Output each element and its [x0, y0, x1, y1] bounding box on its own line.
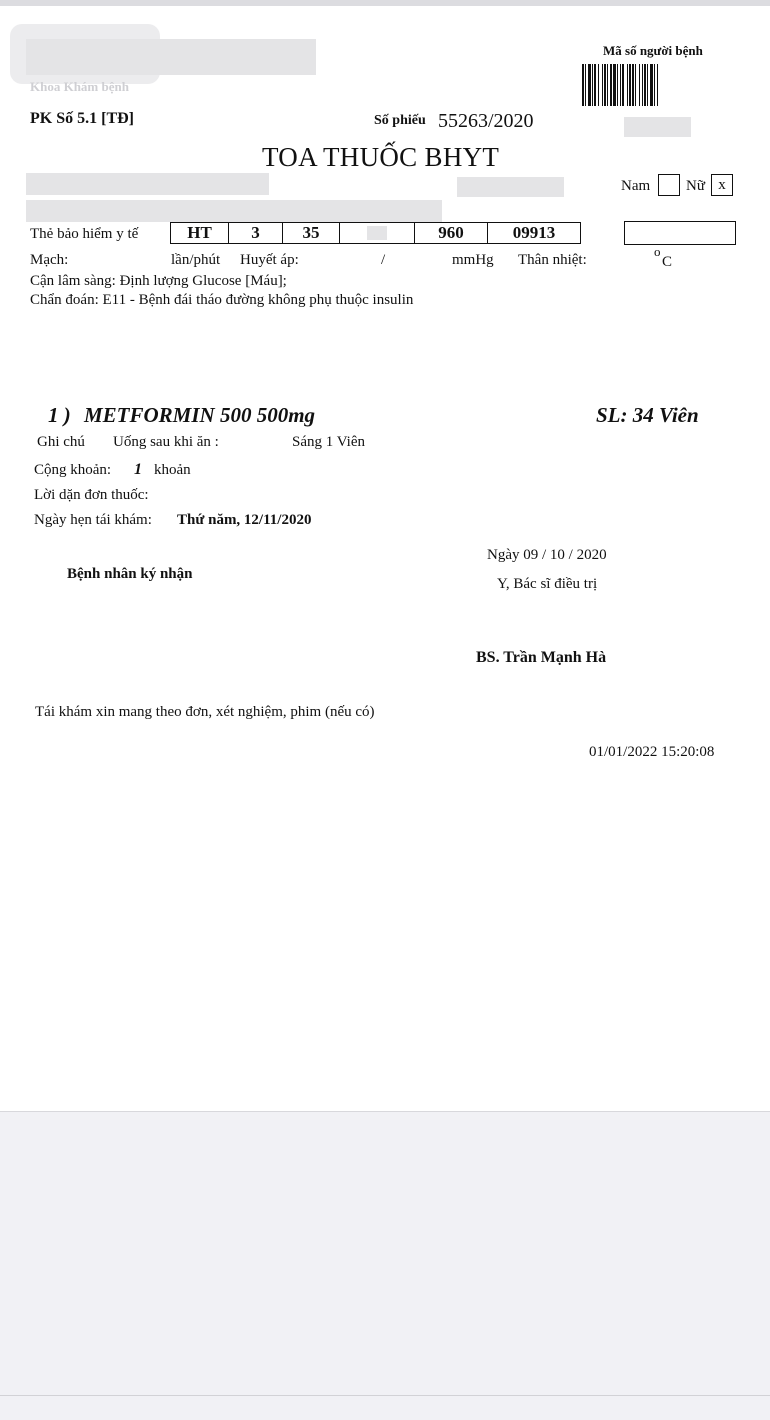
insurance-cell: 960 [414, 222, 487, 244]
lab-tests-line: Cận lâm sàng: Định lượng Glucose [Máu]; [30, 273, 287, 289]
doctor-name: BS. Trần Mạnh Hà [476, 649, 607, 666]
temperature-label: Thân nhiệt: [518, 252, 587, 268]
bottom-divider [0, 1395, 770, 1396]
doctor-role: Y, Bác sĩ điều trị [497, 576, 598, 592]
patient-id-label: Mã số người bệnh [603, 43, 703, 58]
redacted-patient-name [26, 173, 269, 195]
degree-symbol: o [654, 244, 661, 259]
gender-male-checkbox[interactable] [658, 174, 680, 196]
revisit-label: Ngày hẹn tái khám: [34, 512, 152, 528]
revisit-date: Thứ năm, 12/11/2020 [177, 512, 312, 528]
pulse-unit: lần/phút [171, 252, 221, 268]
redacted-receipt-extra [624, 117, 691, 137]
insurance-cell: 35 [282, 222, 339, 244]
total-label: Cộng khoản: [34, 462, 112, 478]
medication-quantity: SL: 34 Viên [596, 403, 699, 427]
department-faded-label: Khoa Khám bệnh [30, 79, 129, 94]
redacted-patient-address [26, 200, 442, 222]
insurance-cell-redacted [339, 222, 414, 244]
pulse-label: Mạch: [30, 252, 69, 268]
celsius-unit: C [662, 254, 673, 270]
gender-female-checkbox[interactable]: x [711, 174, 733, 196]
blood-pressure-separator: / [381, 252, 386, 268]
redacted-patient-age [457, 177, 564, 197]
clinic-code: PK Số 5.1 [TĐ] [30, 110, 134, 127]
insurance-cell: 09913 [487, 222, 581, 244]
medication-name: METFORMIN 500 500mg [84, 403, 316, 427]
insurance-cell: HT [170, 222, 228, 244]
total-unit: khoản [154, 462, 191, 478]
blood-pressure-unit: mmHg [452, 252, 494, 268]
advice-label: Lời dặn đơn thuốc: [34, 487, 149, 503]
barcode-icon [582, 64, 736, 106]
insurance-label: Thẻ bảo hiểm y tế [30, 226, 139, 242]
prescription-page[interactable] [0, 6, 770, 1112]
page-title: TOA THUỐC BHYT [262, 142, 500, 172]
blood-pressure-label: Huyết áp: [240, 252, 299, 268]
receipt-number: 55263/2020 [438, 110, 534, 132]
redacted-hospital-name [26, 39, 316, 75]
medication-dose: Sáng 1 Viên [292, 434, 365, 450]
printed-timestamp: 01/01/2022 15:20:08 [589, 744, 715, 760]
footer-note: Tái khám xin mang theo đơn, xét nghiệm, phim (nếu có) [35, 704, 375, 720]
medication-timing: Uống sau khi ăn : [113, 434, 219, 450]
gender-female-label: Nữ [686, 178, 705, 194]
insurance-cell: 3 [228, 222, 282, 244]
total-count: 1 [134, 461, 142, 478]
medication-note-label: Ghi chú [37, 434, 85, 450]
diagnosis-line: Chẩn đoán: E11 - Bệnh đái tháo đường không phụ thuộc insulin [30, 292, 414, 308]
medication-index: 1 ) [48, 403, 71, 427]
blank-box [624, 221, 736, 245]
receipt-label: Số phiếu [374, 113, 426, 128]
patient-signature-label: Bệnh nhân ký nhận [67, 566, 193, 582]
gender-male-label: Nam [621, 178, 651, 194]
signature-date: Ngày 09 / 10 / 2020 [487, 547, 607, 563]
